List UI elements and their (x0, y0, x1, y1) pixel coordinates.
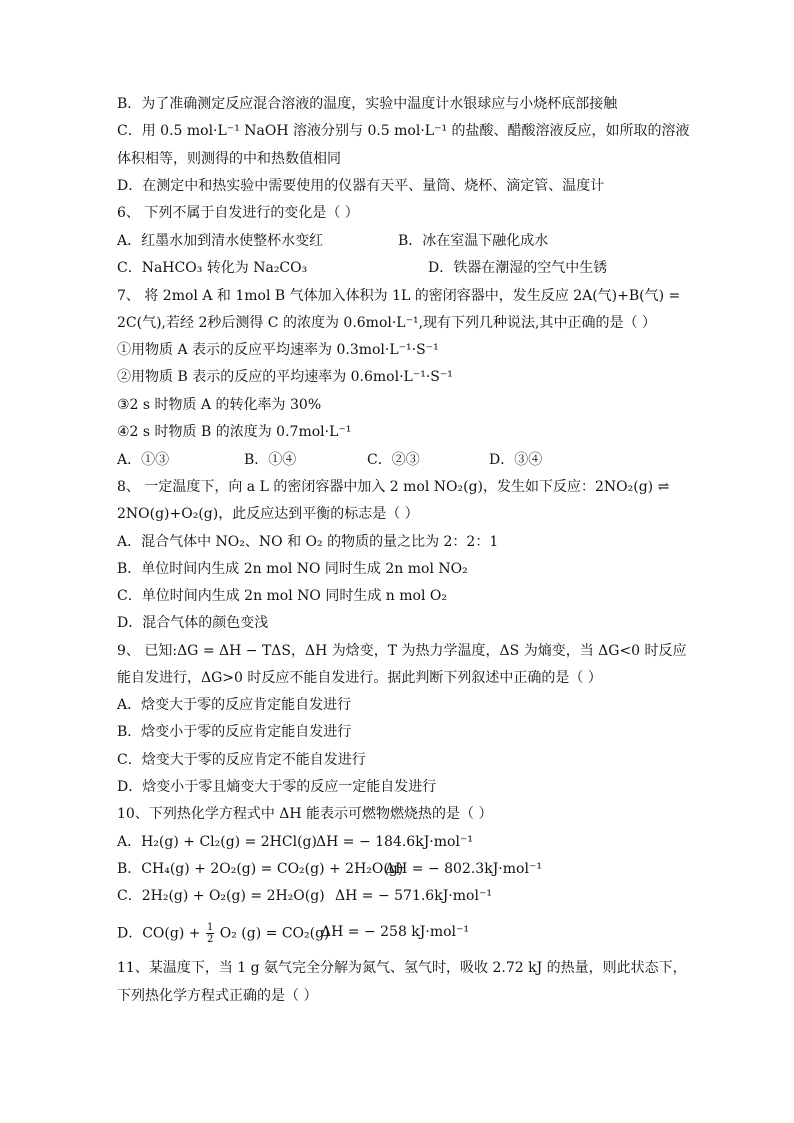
fraction-denominator: 2 (206, 934, 214, 945)
q6-option-b: B．冰在室温下融化成水 (398, 233, 549, 249)
q8-stem-line1: 8、 一定温度下，向 a L 的密闭容器中加入 2 mol NO₂(g)，发生如下反应：2NO₂(g) ⇌ (117, 479, 670, 495)
q10-option-c-enthalpy: ΔH = − 571.6kJ·mol⁻¹ (335, 888, 492, 904)
q10-option-a-equation: A．H₂(g) + Cl₂(g) = 2HCl(g) (117, 834, 317, 850)
q7-statement-4: ④2 s 时物质 B 的浓度为 0.7mol·L⁻¹ (117, 424, 352, 440)
q10-option-d-enthalpy: ΔH = − 258 kJ·mol⁻¹ (321, 924, 470, 940)
fraction-numerator: 1 (206, 922, 214, 933)
q10-option-d-equation (117, 922, 330, 945)
q9-option-d: D．焓变小于零且熵变大于零的反应一定能自发进行 (117, 779, 437, 795)
q11-stem-line2: 下列热化学方程式正确的是（ ） (117, 988, 318, 1004)
q6-option-c: C．NaHCO₃ 转化为 Na₂CO₃ (117, 260, 308, 276)
q10-option-b-enthalpy: ΔH = − 802.3kJ·mol⁻¹ (385, 861, 542, 877)
q7-option-c: C．②③ (367, 452, 420, 468)
q10-option-d-prefix: D．CO(g) + (117, 925, 201, 942)
q10-option-d-suffix: O₂ (g) = CO₂(g) (219, 925, 330, 942)
q5-option-c-line2: 体积相等，则测得的中和热数值相同 (117, 151, 341, 167)
q9-option-c: C．焓变大于零的反应肯定不能自发进行 (117, 752, 366, 768)
q6-option-d: D．铁器在潮湿的空气中生锈 (428, 260, 608, 276)
q7-statement-2: ②用物质 B 表示的反应的平均速率为 0.6mol·L⁻¹·S⁻¹ (117, 369, 453, 385)
q9-option-b: B．焓变小于零的反应肯定能自发进行 (117, 724, 352, 740)
q10-stem: 10、下列热化学方程式中 ΔH 能表示可燃物燃烧热的是（ ） (117, 806, 493, 822)
q8-option-c: C．单位时间内生成 2n mol NO 同时生成 n mol O₂ (117, 588, 447, 604)
q8-option-b: B．单位时间内生成 2n mol NO 同时生成 2n mol NO₂ (117, 561, 468, 577)
q9-stem-line1: 9、 已知:ΔG = ΔH − TΔS，ΔH 为焓变，T 为热力学温度，ΔS 为熵变，当 ΔG<0 时反应 (117, 643, 687, 659)
q6-stem: 6、 下列不属于自发进行的变化是（ ） (117, 205, 359, 221)
q7-statement-3: ③2 s 时物质 A 的转化率为 30% (117, 397, 322, 413)
q7-option-a: A．①③ (117, 452, 170, 468)
q7-stem-line1: 7、 将 2mol A 和 1mol B 气体加入体积为 1L 的密闭容器中，发生反应 2A(气)+B(气) = (117, 288, 681, 304)
q7-stem-line2: 2C(气),若经 2秒后测得 C 的浓度为 0.6mol·L⁻¹,现有下列几种说法,其中正确的是（ ） (117, 315, 656, 331)
q7-statement-1: ①用物质 A 表示的反应平均速率为 0.3mol·L⁻¹·S⁻¹ (117, 342, 439, 358)
one-half-fraction (206, 922, 214, 945)
q8-option-a: A．混合气体中 NO₂、NO 和 O₂ 的物质的量之比为 2：2：1 (117, 534, 499, 550)
q10-option-c-equation: C．2H₂(g) + O₂(g) = 2H₂O(g) (117, 888, 325, 904)
q10-option-b-equation: B．CH₄(g) + 2O₂(g) = CO₂(g) + 2H₂O(g) (117, 861, 404, 877)
q8-stem-line2: 2NO(g)+O₂(g)，此反应达到平衡的标志是（ ） (117, 506, 419, 522)
q7-option-b: B．①④ (244, 452, 297, 468)
q9-option-a: A．焓变大于零的反应肯定能自发进行 (117, 697, 352, 713)
q7-option-d: D．③④ (489, 452, 543, 468)
q5-option-c-line1: C．用 0.5 mol·L⁻¹ NaOH 溶液分别与 0.5 mol·L⁻¹ 的盐酸、醋酸溶液反应，如所取的溶液 (117, 123, 690, 139)
q6-option-a: A．红墨水加到清水使整杯水变红 (117, 233, 324, 249)
q5-option-b: B．为了准确测定反应混合溶液的温度，实验中温度计水银球应与小烧杯底部接触 (117, 96, 618, 112)
q8-option-d: D．混合气体的颜色变浅 (117, 615, 269, 631)
q9-stem-line2: 能自发进行，ΔG>0 时反应不能自发进行。据此判断下列叙述中正确的是（ ） (117, 670, 602, 686)
q5-option-d: D．在测定中和热实验中需要使用的仪器有天平、量筒、烧杯、滴定管、温度计 (117, 178, 605, 194)
q11-stem-line1: 11、某温度下，当 1 g 氨气完全分解为氮气、氢气时，吸收 2.72 kJ 的热量，则此状态下， (117, 960, 687, 976)
q10-option-a-enthalpy: ΔH = − 184.6kJ·mol⁻¹ (316, 834, 473, 850)
